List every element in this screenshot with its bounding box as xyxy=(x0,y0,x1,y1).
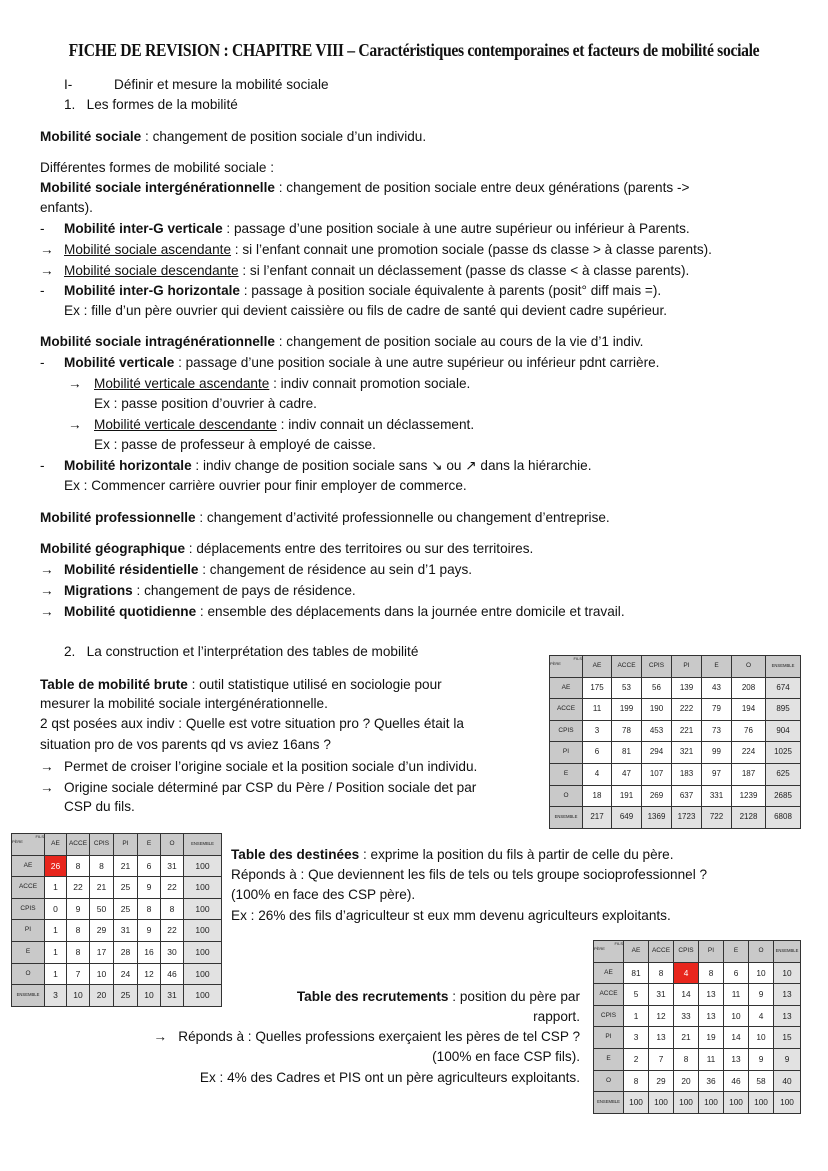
table-cell: 10 xyxy=(90,963,114,985)
column-header: ENSEMBLE xyxy=(184,834,222,856)
table-brute-point-cont: CSP du fils. xyxy=(64,799,135,814)
column-header: AE xyxy=(583,656,612,678)
table-cell: 10 xyxy=(749,962,774,984)
table-cell: 97 xyxy=(702,763,732,785)
table-cell: 33 xyxy=(674,1005,699,1027)
table-cell: 31 xyxy=(649,984,674,1006)
table-cell: 11 xyxy=(583,699,612,721)
table-row xyxy=(550,742,801,764)
table-cell: 17 xyxy=(90,941,114,963)
definition-inter-verticale: Mobilité inter-G verticale : passage d’une position sociale à une autre supérieur ou inférieur à Parents. xyxy=(64,221,690,236)
table-row xyxy=(550,785,801,807)
table-cell: 1 xyxy=(45,963,67,985)
table-cell: 58 xyxy=(749,1070,774,1092)
table-row xyxy=(594,984,801,1006)
row-header: O xyxy=(550,785,583,807)
table-brute-text: mesurer la mobilité sociale intergénérationnelle. xyxy=(40,696,328,711)
row-header: E xyxy=(594,1048,624,1070)
table-cell: 13 xyxy=(724,1048,749,1070)
table-row xyxy=(594,1070,801,1092)
arrow-icon: → xyxy=(40,604,54,619)
table-cell: 76 xyxy=(732,720,766,742)
table-corner-cell: FILS PÈRE xyxy=(550,656,583,678)
table-cell: 100 xyxy=(724,1092,749,1114)
table-brute-text: situation pro de vos parents qd vs aviez 16ans ? xyxy=(40,737,331,752)
table-row xyxy=(594,962,801,984)
example-verticale-ascendante: Ex : passe position d’ouvrier à cadre. xyxy=(94,396,317,411)
row-header: E xyxy=(550,763,583,785)
table-cell: 7 xyxy=(67,963,90,985)
subsection-heading-2: 2. La construction et l’interprétation des tables de mobilité xyxy=(64,644,419,659)
column-header: E xyxy=(724,941,749,963)
row-header: AE xyxy=(594,962,624,984)
definition-ascendante: Mobilité sociale ascendante : si l’enfant connait une promotion sociale (passe ds classe > à classe parents). xyxy=(64,242,712,257)
table-cell: 18 xyxy=(583,785,612,807)
table-recrutements-text: → Réponds à : Quelles professions exerçaient les pères de tel CSP ? xyxy=(153,1029,580,1044)
table-recrutements-text: (100% en face CSP fils). xyxy=(432,1049,580,1064)
table-row xyxy=(12,985,222,1007)
table-cell: 81 xyxy=(624,962,649,984)
table-cell: 1723 xyxy=(672,807,702,829)
table-cell: 222 xyxy=(672,699,702,721)
column-header: PI xyxy=(114,834,138,856)
section-heading: Définir et mesure la mobilité sociale xyxy=(114,77,329,92)
table-cell: 100 xyxy=(699,1092,724,1114)
table-row xyxy=(594,1048,801,1070)
table-cell: 46 xyxy=(161,963,184,985)
table-cell: 29 xyxy=(90,920,114,942)
bullet: - xyxy=(40,221,45,236)
table-row xyxy=(594,1092,801,1114)
arrow-icon: → xyxy=(68,417,82,432)
row-header: E xyxy=(12,941,45,963)
table-cell: 14 xyxy=(724,1027,749,1049)
table-corner-cell: FILS PÈRE xyxy=(594,941,624,963)
table-cell: 21 xyxy=(674,1027,699,1049)
table-row xyxy=(550,763,801,785)
definition-mobilite-horizontale: Mobilité horizontale : indiv change de position sociale sans ↘ ou ↗ dans la hiérarchie. xyxy=(64,458,592,473)
table-cell: 139 xyxy=(672,677,702,699)
table-cell: 13 xyxy=(699,1005,724,1027)
table-cell: 13 xyxy=(649,1027,674,1049)
table-cell: 107 xyxy=(642,763,672,785)
table-cell: 1 xyxy=(624,1005,649,1027)
definition-verticale-descendante: Mobilité verticale descendante : indiv connait un déclassement. xyxy=(94,417,475,432)
definition-inter-horizontale: Mobilité inter-G horizontale : passage à position sociale équivalente à parents (posit° diff mais =). xyxy=(64,283,662,298)
table-cell: 637 xyxy=(672,785,702,807)
table-cell: 0 xyxy=(45,898,67,920)
example-verticale-descendante: Ex : passe de professeur à employé de caisse. xyxy=(94,437,376,452)
table-cell: 9 xyxy=(749,984,774,1006)
table-cell: 100 xyxy=(184,985,222,1007)
table-cell: 4 xyxy=(674,962,699,984)
table-cell: 56 xyxy=(642,677,672,699)
table-cell: 224 xyxy=(732,742,766,764)
table-cell: 625 xyxy=(766,763,801,785)
table-cell: 20 xyxy=(90,985,114,1007)
table-cell: 208 xyxy=(732,677,766,699)
row-header: CPIS xyxy=(594,1005,624,1027)
table-cell: 20 xyxy=(674,1070,699,1092)
table-cell: 6808 xyxy=(766,807,801,829)
table-cell: 81 xyxy=(612,742,642,764)
table-cell: 3 xyxy=(45,985,67,1007)
table-cell: 199 xyxy=(612,699,642,721)
table-cell: 79 xyxy=(702,699,732,721)
column-header: E xyxy=(702,656,732,678)
table-cell: 2128 xyxy=(732,807,766,829)
arrow-icon: → xyxy=(40,759,54,774)
table-cell: 16 xyxy=(138,941,161,963)
table-cell: 43 xyxy=(702,677,732,699)
table-cell: 73 xyxy=(702,720,732,742)
row-header: ACCE xyxy=(12,877,45,899)
table-row xyxy=(12,963,222,985)
table-cell: 7 xyxy=(649,1048,674,1070)
table-cell: 100 xyxy=(774,1092,801,1114)
table-cell: 25 xyxy=(114,898,138,920)
row-header: ENSEMBLE xyxy=(550,807,583,829)
table-corner-cell: FILS PÈRE xyxy=(12,834,45,856)
table-cell: 1369 xyxy=(642,807,672,829)
table-cell: 183 xyxy=(672,763,702,785)
table-row xyxy=(550,677,801,699)
column-header: E xyxy=(138,834,161,856)
table-row xyxy=(12,855,222,877)
definition-table-brute: Table de mobilité brute : outil statistique utilisé en sociologie pour xyxy=(40,677,442,692)
table-row xyxy=(550,807,801,829)
table-cell: 25 xyxy=(114,877,138,899)
table-row xyxy=(594,1005,801,1027)
table-cell: 10 xyxy=(724,1005,749,1027)
table-row xyxy=(550,720,801,742)
bullet: - xyxy=(40,355,45,370)
table-cell: 9 xyxy=(138,920,161,942)
arrow-icon: → xyxy=(40,263,54,278)
table-cell: 30 xyxy=(161,941,184,963)
table-cell: 22 xyxy=(67,877,90,899)
table-cell: 46 xyxy=(724,1070,749,1092)
forms-intro: Différentes formes de mobilité sociale : xyxy=(40,160,274,175)
bullet: - xyxy=(40,458,45,473)
table-cell: 6 xyxy=(724,962,749,984)
table-row xyxy=(550,699,801,721)
bullet: - xyxy=(40,283,45,298)
definition-mobilite-verticale: Mobilité verticale : passage d’une position sociale à une autre supérieur ou inférieur pdnt carrière. xyxy=(64,355,660,370)
table-cell: 36 xyxy=(699,1070,724,1092)
column-header: PI xyxy=(699,941,724,963)
table-cell: 24 xyxy=(114,963,138,985)
subsection-heading: 1. Les formes de la mobilité xyxy=(64,97,238,112)
table-cell: 13 xyxy=(774,984,801,1006)
table-cell: 321 xyxy=(672,742,702,764)
table-brute-point: Origine sociale déterminé par CSP du Père / Position sociale det par xyxy=(64,780,477,795)
table-cell: 12 xyxy=(138,963,161,985)
table-recrutements-example: Ex : 4% des Cadres et PIS ont un père agriculteurs exploitants. xyxy=(199,1070,580,1085)
table-row xyxy=(12,941,222,963)
column-header: CPIS xyxy=(642,656,672,678)
table-cell: 22 xyxy=(161,920,184,942)
table-cell: 11 xyxy=(724,984,749,1006)
table-cell: 100 xyxy=(749,1092,774,1114)
table-cell: 100 xyxy=(184,941,222,963)
table-recrutements xyxy=(593,940,801,1114)
table-cell: 100 xyxy=(184,877,222,899)
table-destinees-text: Réponds à : Que deviennent les fils de tels ou tels groupe socioprofessionnel ? xyxy=(231,867,708,882)
table-cell: 6 xyxy=(138,855,161,877)
table-cell: 8 xyxy=(624,1070,649,1092)
row-header: PI xyxy=(594,1027,624,1049)
table-cell: 99 xyxy=(702,742,732,764)
table-cell: 1 xyxy=(45,941,67,963)
table-cell: 29 xyxy=(649,1070,674,1092)
table-cell: 10 xyxy=(138,985,161,1007)
row-header: PI xyxy=(550,742,583,764)
table-cell: 8 xyxy=(161,898,184,920)
table-cell: 8 xyxy=(649,962,674,984)
example-mobilite-horizontale: Ex : Commencer carrière ouvrier pour finir employer de commerce. xyxy=(64,478,467,493)
row-header: ENSEMBLE xyxy=(12,985,45,1007)
column-header: CPIS xyxy=(674,941,699,963)
column-header: ACCE xyxy=(612,656,642,678)
column-header: ENSEMBLE xyxy=(774,941,801,963)
row-header: CPIS xyxy=(12,898,45,920)
definition-intergenerationnelle: Mobilité sociale intergénérationnelle : changement de position sociale entre deux générations (parents -> xyxy=(40,180,690,195)
table-cell: 15 xyxy=(774,1027,801,1049)
definition-table-recrutements: Table des recrutements : position du père par xyxy=(296,989,580,1004)
table-cell: 78 xyxy=(612,720,642,742)
table-cell: 53 xyxy=(612,677,642,699)
table-cell: 100 xyxy=(674,1092,699,1114)
table-cell: 4 xyxy=(583,763,612,785)
table-cell: 100 xyxy=(184,898,222,920)
table-cell: 31 xyxy=(161,985,184,1007)
table-cell: 194 xyxy=(732,699,766,721)
table-cell: 22 xyxy=(161,877,184,899)
column-header: CPIS xyxy=(90,834,114,856)
table-cell: 2 xyxy=(624,1048,649,1070)
table-cell: 8 xyxy=(67,941,90,963)
table-row xyxy=(12,898,222,920)
table-cell: 191 xyxy=(612,785,642,807)
table-cell: 11 xyxy=(699,1048,724,1070)
column-header: O xyxy=(161,834,184,856)
arrow-icon: → xyxy=(40,562,54,577)
definition-migrations: Migrations : changement de pays de résidence. xyxy=(64,583,356,598)
column-header: ACCE xyxy=(649,941,674,963)
table-cell: 10 xyxy=(774,962,801,984)
arrow-icon: → xyxy=(40,780,54,795)
definition-verticale-ascendante: Mobilité verticale ascendante : indiv connait promotion sociale. xyxy=(94,376,471,391)
table-cell: 722 xyxy=(702,807,732,829)
definition-mobilite-sociale: Mobilité sociale : changement de position sociale d’un individu. xyxy=(40,129,427,144)
table-cell: 9 xyxy=(774,1048,801,1070)
table-row xyxy=(12,920,222,942)
table-cell: 8 xyxy=(699,962,724,984)
table-cell: 19 xyxy=(699,1027,724,1049)
definition-mobilite-residentielle: Mobilité résidentielle : changement de résidence au sein d’1 pays. xyxy=(64,562,473,577)
table-cell: 1 xyxy=(45,877,67,899)
table-cell: 100 xyxy=(184,963,222,985)
column-header: PI xyxy=(672,656,702,678)
table-cell: 28 xyxy=(114,941,138,963)
table-cell: 13 xyxy=(774,1005,801,1027)
table-recrutements-text: rapport. xyxy=(533,1009,580,1024)
page-title: FICHE DE REVISION : CHAPITRE VIII – Caractéristiques contemporaines et facteurs de mobilité sociale xyxy=(68,40,760,60)
table-destinees xyxy=(11,833,222,1007)
table-cell: 1 xyxy=(45,920,67,942)
row-header: ACCE xyxy=(594,984,624,1006)
definition-intergenerationnelle-cont: enfants). xyxy=(40,200,93,215)
column-header: AE xyxy=(45,834,67,856)
column-header: ACCE xyxy=(67,834,90,856)
table-cell: 14 xyxy=(674,984,699,1006)
table-cell: 187 xyxy=(732,763,766,785)
table-cell: 47 xyxy=(612,763,642,785)
table-destinees-example: Ex : 26% des fils d’agriculteur st eux mm devenu agriculteurs exploitants. xyxy=(231,908,671,923)
column-header: AE xyxy=(624,941,649,963)
table-destinees-text: (100% en face des CSP père). xyxy=(231,887,416,902)
row-header: O xyxy=(12,963,45,985)
table-cell: 331 xyxy=(702,785,732,807)
table-cell: 8 xyxy=(67,855,90,877)
row-header: O xyxy=(594,1070,624,1092)
table-cell: 217 xyxy=(583,807,612,829)
table-row xyxy=(12,877,222,899)
table-cell: 3 xyxy=(624,1027,649,1049)
table-cell: 100 xyxy=(184,855,222,877)
arrow-icon: → xyxy=(68,376,82,391)
example-inter-horizontale: Ex : fille d’un père ouvrier qui devient caissière ou fils de cadre de santé qui devient cadre supérieur. xyxy=(64,303,668,318)
table-cell: 26 xyxy=(45,855,67,877)
table-cell: 294 xyxy=(642,742,672,764)
row-header: AE xyxy=(12,855,45,877)
table-cell: 1025 xyxy=(766,742,801,764)
definition-mobilite-professionnelle: Mobilité professionnelle : changement d’activité professionnelle ou changement d’entreprise. xyxy=(40,510,610,525)
table-cell: 904 xyxy=(766,720,801,742)
table-brute-text: 2 qst posées aux indiv : Quelle est votre situation pro ? Quelles était la xyxy=(40,716,464,731)
table-cell: 6 xyxy=(583,742,612,764)
table-cell: 9 xyxy=(749,1048,774,1070)
table-cell: 895 xyxy=(766,699,801,721)
section-number: I- xyxy=(64,77,73,92)
definition-table-destinees: Table des destinées : exprime la position du fils à partir de celle du père. xyxy=(231,847,674,862)
table-cell: 10 xyxy=(67,985,90,1007)
table-cell: 8 xyxy=(90,855,114,877)
table-cell: 100 xyxy=(184,920,222,942)
table-cell: 8 xyxy=(674,1048,699,1070)
table-cell: 21 xyxy=(90,877,114,899)
table-cell: 31 xyxy=(161,855,184,877)
arrow-icon: → xyxy=(40,242,54,257)
table-cell: 31 xyxy=(114,920,138,942)
row-header: CPIS xyxy=(550,720,583,742)
row-header: ACCE xyxy=(550,699,583,721)
table-cell: 40 xyxy=(774,1070,801,1092)
table-row xyxy=(594,1027,801,1049)
table-cell: 674 xyxy=(766,677,801,699)
table-cell: 13 xyxy=(699,984,724,1006)
table-cell: 12 xyxy=(649,1005,674,1027)
arrow-icon: → xyxy=(40,583,54,598)
table-cell: 190 xyxy=(642,699,672,721)
table-cell: 21 xyxy=(114,855,138,877)
column-header: ENSEMBLE xyxy=(766,656,801,678)
table-cell: 8 xyxy=(67,920,90,942)
definition-intragenerationnelle: Mobilité sociale intragénérationnelle : changement de position sociale au cours de la vie d’1 indiv. xyxy=(40,334,644,349)
column-header: O xyxy=(732,656,766,678)
table-cell: 269 xyxy=(642,785,672,807)
table-mobilite-brute xyxy=(549,655,801,829)
definition-mobilite-quotidienne: Mobilité quotidienne : ensemble des déplacements dans la journée entre domicile et travail. xyxy=(64,604,625,619)
table-cell: 9 xyxy=(138,877,161,899)
table-cell: 9 xyxy=(67,898,90,920)
table-cell: 8 xyxy=(138,898,161,920)
table-cell: 5 xyxy=(624,984,649,1006)
row-header: AE xyxy=(550,677,583,699)
table-brute-point: Permet de croiser l’origine sociale et la position sociale d’un individu. xyxy=(64,759,478,774)
table-cell: 2685 xyxy=(766,785,801,807)
table-cell: 10 xyxy=(749,1027,774,1049)
table-cell: 4 xyxy=(749,1005,774,1027)
table-cell: 1239 xyxy=(732,785,766,807)
table-cell: 3 xyxy=(583,720,612,742)
definition-descendante: Mobilité sociale descendante : si l’enfant connait un déclassement (passe ds classe < à classe parents). xyxy=(64,263,690,278)
table-cell: 25 xyxy=(114,985,138,1007)
table-cell: 649 xyxy=(612,807,642,829)
table-cell: 175 xyxy=(583,677,612,699)
table-cell: 221 xyxy=(672,720,702,742)
column-header: O xyxy=(749,941,774,963)
table-cell: 100 xyxy=(649,1092,674,1114)
table-cell: 453 xyxy=(642,720,672,742)
row-header: ENSEMBLE xyxy=(594,1092,624,1114)
definition-mobilite-geographique: Mobilité géographique : déplacements entre des territoires ou sur des territoires. xyxy=(40,541,534,556)
row-header: PI xyxy=(12,920,45,942)
table-cell: 50 xyxy=(90,898,114,920)
table-cell: 100 xyxy=(624,1092,649,1114)
